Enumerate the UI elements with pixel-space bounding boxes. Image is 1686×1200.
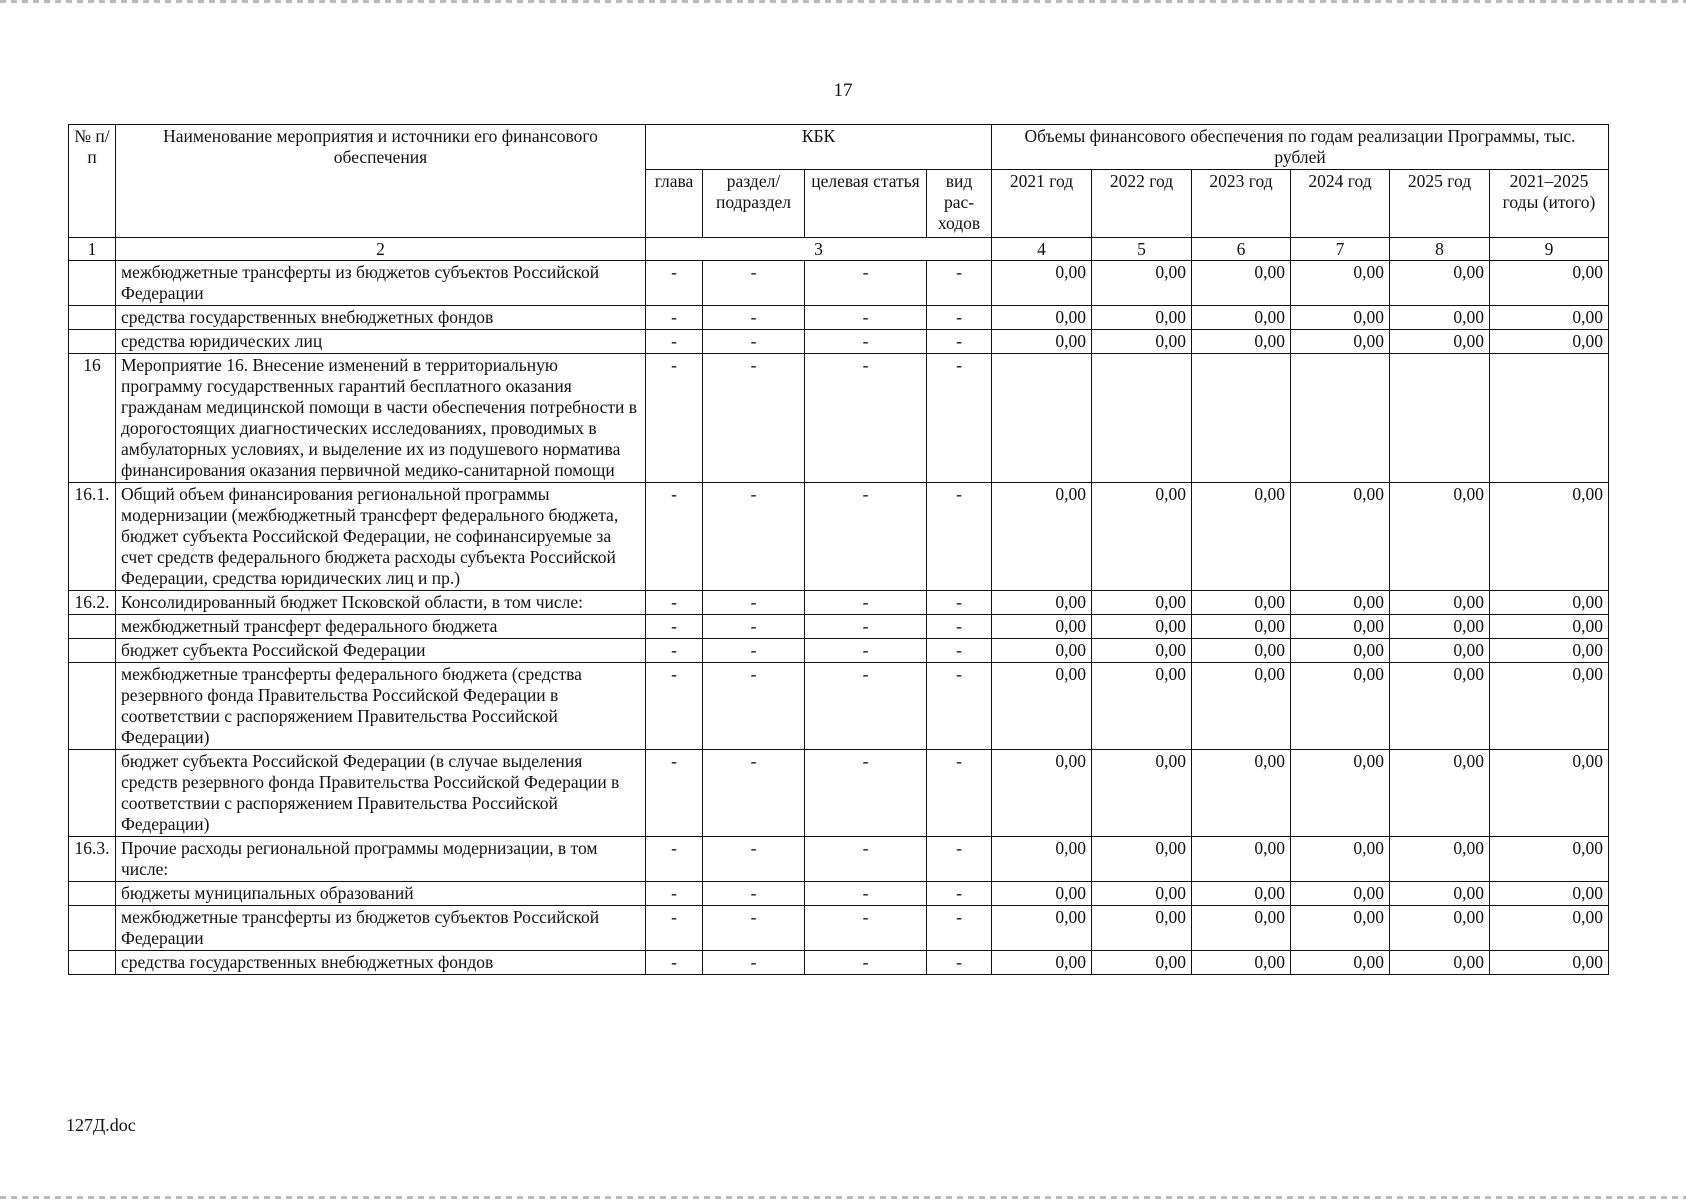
table-row bbox=[69, 951, 1609, 975]
header-year-2023: 2023 год bbox=[1192, 170, 1291, 238]
kbk-chapter-cell: - bbox=[646, 951, 703, 975]
page-number: 17 bbox=[833, 80, 853, 101]
header-name: Наименование мероприятия и источники его финансового обеспечения bbox=[116, 125, 646, 238]
value-2025: 0,00 bbox=[1390, 951, 1490, 975]
row-name: межбюджетные трансферты из бюджетов субъектов Российской Федерации bbox=[116, 906, 646, 951]
value-2021: 0,00 bbox=[992, 261, 1092, 306]
row-name: Общий объем финансирования региональной программы модернизации (межбюджетный трансферт федерального бюджета, бюджет субъекта Российской Федерации, не софинансируемые за счет средств федерального бюджета расходы субъекта Российской Федерации, средства юридических лиц и пр.) bbox=[116, 483, 646, 591]
value-2023: 0,00 bbox=[1192, 906, 1291, 951]
value-2021: 0,00 bbox=[992, 882, 1092, 906]
value-2021: 0,00 bbox=[992, 837, 1092, 882]
value-2022 bbox=[1092, 354, 1192, 483]
value-2023: 0,00 bbox=[1192, 663, 1291, 750]
kbk-section-cell: - bbox=[703, 882, 805, 906]
value-2023: 0,00 bbox=[1192, 261, 1291, 306]
value-2022: 0,00 bbox=[1092, 639, 1192, 663]
table-body bbox=[69, 261, 1609, 975]
table-row bbox=[69, 906, 1609, 951]
row-number bbox=[69, 663, 116, 750]
kbk-target-cell: - bbox=[805, 750, 927, 837]
header-number: № п/п bbox=[69, 125, 116, 238]
row-name: средства государственных внебюджетных фондов bbox=[116, 951, 646, 975]
row-number bbox=[69, 615, 116, 639]
table-row bbox=[69, 330, 1609, 354]
value-2025: 0,00 bbox=[1390, 483, 1490, 591]
kbk-target-cell: - bbox=[805, 837, 927, 882]
value-2025: 0,00 bbox=[1390, 906, 1490, 951]
value-2022: 0,00 bbox=[1092, 483, 1192, 591]
kbk-chapter-cell: - bbox=[646, 837, 703, 882]
row-number: 16.3. bbox=[69, 837, 116, 882]
table-row bbox=[69, 306, 1609, 330]
kbk-chapter-cell: - bbox=[646, 882, 703, 906]
value-2022: 0,00 bbox=[1092, 882, 1192, 906]
value-2021 bbox=[992, 354, 1092, 483]
value-2024: 0,00 bbox=[1291, 639, 1390, 663]
kbk-type-cell: - bbox=[927, 483, 992, 591]
column-index: 2 bbox=[116, 238, 646, 261]
value-2024: 0,00 bbox=[1291, 882, 1390, 906]
value-total: 0,00 bbox=[1490, 951, 1609, 975]
value-2025: 0,00 bbox=[1390, 750, 1490, 837]
header-kbk-chapter: глава bbox=[646, 170, 703, 238]
column-index: 3 bbox=[646, 238, 992, 261]
row-number bbox=[69, 639, 116, 663]
value-2022: 0,00 bbox=[1092, 663, 1192, 750]
value-2022: 0,00 bbox=[1092, 306, 1192, 330]
value-2024 bbox=[1291, 354, 1390, 483]
header-year-2025: 2025 год bbox=[1390, 170, 1490, 238]
row-name: Прочие расходы региональной программы модернизации, в том числе: bbox=[116, 837, 646, 882]
value-2024: 0,00 bbox=[1291, 591, 1390, 615]
row-number bbox=[69, 906, 116, 951]
kbk-section-cell: - bbox=[703, 906, 805, 951]
value-2021: 0,00 bbox=[992, 306, 1092, 330]
row-number: 16.2. bbox=[69, 591, 116, 615]
value-2025: 0,00 bbox=[1390, 663, 1490, 750]
value-2022: 0,00 bbox=[1092, 615, 1192, 639]
kbk-target-cell: - bbox=[805, 354, 927, 483]
header-kbk-section: раздел/ подраздел bbox=[703, 170, 805, 238]
kbk-type-cell: - bbox=[927, 663, 992, 750]
table-row bbox=[69, 354, 1609, 483]
kbk-type-cell: - bbox=[927, 615, 992, 639]
value-2025 bbox=[1390, 354, 1490, 483]
kbk-chapter-cell: - bbox=[646, 615, 703, 639]
kbk-target-cell: - bbox=[805, 330, 927, 354]
value-2021: 0,00 bbox=[992, 663, 1092, 750]
row-number bbox=[69, 306, 116, 330]
kbk-target-cell: - bbox=[805, 615, 927, 639]
value-2022: 0,00 bbox=[1092, 906, 1192, 951]
table-row bbox=[69, 639, 1609, 663]
value-2025: 0,00 bbox=[1390, 306, 1490, 330]
kbk-section-cell: - bbox=[703, 306, 805, 330]
kbk-section-cell: - bbox=[703, 330, 805, 354]
kbk-target-cell: - bbox=[805, 951, 927, 975]
value-2024: 0,00 bbox=[1291, 261, 1390, 306]
header-year-2024: 2024 год bbox=[1291, 170, 1390, 238]
kbk-section-cell: - bbox=[703, 483, 805, 591]
value-2025: 0,00 bbox=[1390, 882, 1490, 906]
value-2024: 0,00 bbox=[1291, 837, 1390, 882]
value-2025: 0,00 bbox=[1390, 591, 1490, 615]
row-number bbox=[69, 330, 116, 354]
row-number: 16 bbox=[69, 354, 116, 483]
row-number bbox=[69, 750, 116, 837]
table-row bbox=[69, 882, 1609, 906]
kbk-type-cell: - bbox=[927, 951, 992, 975]
kbk-target-cell: - bbox=[805, 663, 927, 750]
kbk-chapter-cell: - bbox=[646, 750, 703, 837]
value-2025: 0,00 bbox=[1390, 330, 1490, 354]
column-index: 1 bbox=[69, 238, 116, 261]
kbk-type-cell: - bbox=[927, 591, 992, 615]
column-index: 7 bbox=[1291, 238, 1390, 261]
kbk-type-cell: - bbox=[927, 882, 992, 906]
kbk-type-cell: - bbox=[927, 261, 992, 306]
row-name: бюджет субъекта Российской Федерации (в случае выделения средств резервного фонда Правительства Российской Федерации в соответствии с распоряжением Правительства Российской Федерации) bbox=[116, 750, 646, 837]
value-2024: 0,00 bbox=[1291, 330, 1390, 354]
value-2024: 0,00 bbox=[1291, 906, 1390, 951]
value-2021: 0,00 bbox=[992, 615, 1092, 639]
value-total: 0,00 bbox=[1490, 906, 1609, 951]
header-year-2022: 2022 год bbox=[1092, 170, 1192, 238]
value-2024: 0,00 bbox=[1291, 483, 1390, 591]
table-row bbox=[69, 483, 1609, 591]
kbk-target-cell: - bbox=[805, 906, 927, 951]
value-2023: 0,00 bbox=[1192, 951, 1291, 975]
table-row bbox=[69, 261, 1609, 306]
value-2025: 0,00 bbox=[1390, 639, 1490, 663]
value-2021: 0,00 bbox=[992, 591, 1092, 615]
value-total: 0,00 bbox=[1490, 882, 1609, 906]
value-2023: 0,00 bbox=[1192, 837, 1291, 882]
kbk-section-cell: - bbox=[703, 591, 805, 615]
row-number: 16.1. bbox=[69, 483, 116, 591]
value-2024: 0,00 bbox=[1291, 951, 1390, 975]
value-total: 0,00 bbox=[1490, 306, 1609, 330]
value-total: 0,00 bbox=[1490, 591, 1609, 615]
value-2021: 0,00 bbox=[992, 906, 1092, 951]
value-2025: 0,00 bbox=[1390, 261, 1490, 306]
value-2021: 0,00 bbox=[992, 483, 1092, 591]
row-name: Консолидированный бюджет Псковской области, в том числе: bbox=[116, 591, 646, 615]
value-2023: 0,00 bbox=[1192, 882, 1291, 906]
kbk-target-cell: - bbox=[805, 483, 927, 591]
value-2022: 0,00 bbox=[1092, 591, 1192, 615]
value-total: 0,00 bbox=[1490, 639, 1609, 663]
column-index: 9 bbox=[1490, 238, 1609, 261]
header-kbk: КБК bbox=[646, 125, 992, 170]
value-2024: 0,00 bbox=[1291, 615, 1390, 639]
value-2023: 0,00 bbox=[1192, 750, 1291, 837]
kbk-section-cell: - bbox=[703, 951, 805, 975]
value-total bbox=[1490, 354, 1609, 483]
kbk-section-cell: - bbox=[703, 837, 805, 882]
value-2024: 0,00 bbox=[1291, 663, 1390, 750]
column-index: 5 bbox=[1092, 238, 1192, 261]
kbk-target-cell: - bbox=[805, 591, 927, 615]
funding-table bbox=[68, 124, 1609, 975]
value-2021: 0,00 bbox=[992, 330, 1092, 354]
kbk-section-cell: - bbox=[703, 354, 805, 483]
kbk-type-cell: - bbox=[927, 906, 992, 951]
value-2023: 0,00 bbox=[1192, 306, 1291, 330]
value-total: 0,00 bbox=[1490, 750, 1609, 837]
table-row bbox=[69, 591, 1609, 615]
kbk-section-cell: - bbox=[703, 615, 805, 639]
kbk-chapter-cell: - bbox=[646, 639, 703, 663]
value-2024: 0,00 bbox=[1291, 306, 1390, 330]
kbk-target-cell: - bbox=[805, 882, 927, 906]
row-number bbox=[69, 882, 116, 906]
value-2023: 0,00 bbox=[1192, 639, 1291, 663]
value-2021: 0,00 bbox=[992, 639, 1092, 663]
value-2023 bbox=[1192, 354, 1291, 483]
value-2025: 0,00 bbox=[1390, 837, 1490, 882]
row-name: межбюджетные трансферты федерального бюджета (средства резервного фонда Правительства Российской Федерации в соответствии с распоряжением Правительства Российской Федерации) bbox=[116, 663, 646, 750]
kbk-type-cell: - bbox=[927, 330, 992, 354]
column-index-row bbox=[69, 238, 1609, 261]
kbk-chapter-cell: - bbox=[646, 306, 703, 330]
header-kbk-target: целевая статья bbox=[805, 170, 927, 238]
kbk-section-cell: - bbox=[703, 261, 805, 306]
row-name: межбюджетные трансферты из бюджетов субъектов Российской Федерации bbox=[116, 261, 646, 306]
value-2022: 0,00 bbox=[1092, 750, 1192, 837]
document-filename: 127Д.doc bbox=[66, 1115, 136, 1135]
kbk-section-cell: - bbox=[703, 750, 805, 837]
value-2023: 0,00 bbox=[1192, 591, 1291, 615]
value-2022: 0,00 bbox=[1092, 330, 1192, 354]
kbk-chapter-cell: - bbox=[646, 483, 703, 591]
row-name: Мероприятие 16. Внесение изменений в территориальную программу государственных гарантий бесплатного оказания гражданам медицинской помощи в части обеспечения потребности в дорогостоящих диагностических исследованиях, проводимых в амбулаторных условиях, и выделение их из подушевого норматива финансирования оказания первичной медико-санитарной помощи bbox=[116, 354, 646, 483]
column-index: 8 bbox=[1390, 238, 1490, 261]
kbk-type-cell: - bbox=[927, 837, 992, 882]
value-total: 0,00 bbox=[1490, 261, 1609, 306]
header-row-1 bbox=[69, 125, 1609, 170]
value-total: 0,00 bbox=[1490, 483, 1609, 591]
column-index: 4 bbox=[992, 238, 1092, 261]
value-2021: 0,00 bbox=[992, 951, 1092, 975]
value-total: 0,00 bbox=[1490, 837, 1609, 882]
column-index: 6 bbox=[1192, 238, 1291, 261]
value-2021: 0,00 bbox=[992, 750, 1092, 837]
header-funding: Объемы финансового обеспечения по годам реализации Программы, тыс. рублей bbox=[992, 125, 1609, 170]
kbk-type-cell: - bbox=[927, 750, 992, 837]
value-2022: 0,00 bbox=[1092, 837, 1192, 882]
table-row bbox=[69, 663, 1609, 750]
value-2023: 0,00 bbox=[1192, 483, 1291, 591]
kbk-chapter-cell: - bbox=[646, 906, 703, 951]
row-name: бюджеты муниципальных образований bbox=[116, 882, 646, 906]
table-row bbox=[69, 750, 1609, 837]
kbk-target-cell: - bbox=[805, 639, 927, 663]
kbk-type-cell: - bbox=[927, 306, 992, 330]
row-name: средства юридических лиц bbox=[116, 330, 646, 354]
header-year-total: 2021–2025 годы (итого) bbox=[1490, 170, 1609, 238]
kbk-chapter-cell: - bbox=[646, 663, 703, 750]
value-2024: 0,00 bbox=[1291, 750, 1390, 837]
table-row bbox=[69, 615, 1609, 639]
row-name: бюджет субъекта Российской Федерации bbox=[116, 639, 646, 663]
kbk-type-cell: - bbox=[927, 354, 992, 483]
row-number bbox=[69, 951, 116, 975]
kbk-type-cell: - bbox=[927, 639, 992, 663]
kbk-target-cell: - bbox=[805, 261, 927, 306]
kbk-chapter-cell: - bbox=[646, 591, 703, 615]
value-2022: 0,00 bbox=[1092, 951, 1192, 975]
kbk-chapter-cell: - bbox=[646, 261, 703, 306]
kbk-chapter-cell: - bbox=[646, 354, 703, 483]
bottom-scan-edge bbox=[0, 1196, 1686, 1199]
value-2023: 0,00 bbox=[1192, 330, 1291, 354]
row-name: средства государственных внебюджетных фондов bbox=[116, 306, 646, 330]
value-2022: 0,00 bbox=[1092, 261, 1192, 306]
value-total: 0,00 bbox=[1490, 663, 1609, 750]
header-year-2021: 2021 год bbox=[992, 170, 1092, 238]
value-total: 0,00 bbox=[1490, 330, 1609, 354]
value-2025: 0,00 bbox=[1390, 615, 1490, 639]
kbk-target-cell: - bbox=[805, 306, 927, 330]
header-kbk-type: вид рас-ходов bbox=[927, 170, 992, 238]
table-row bbox=[69, 837, 1609, 882]
kbk-section-cell: - bbox=[703, 639, 805, 663]
value-total: 0,00 bbox=[1490, 615, 1609, 639]
row-number bbox=[69, 261, 116, 306]
kbk-section-cell: - bbox=[703, 663, 805, 750]
row-name: межбюджетный трансферт федерального бюджета bbox=[116, 615, 646, 639]
value-2023: 0,00 bbox=[1192, 615, 1291, 639]
kbk-chapter-cell: - bbox=[646, 330, 703, 354]
top-scan-edge bbox=[0, 0, 1686, 3]
